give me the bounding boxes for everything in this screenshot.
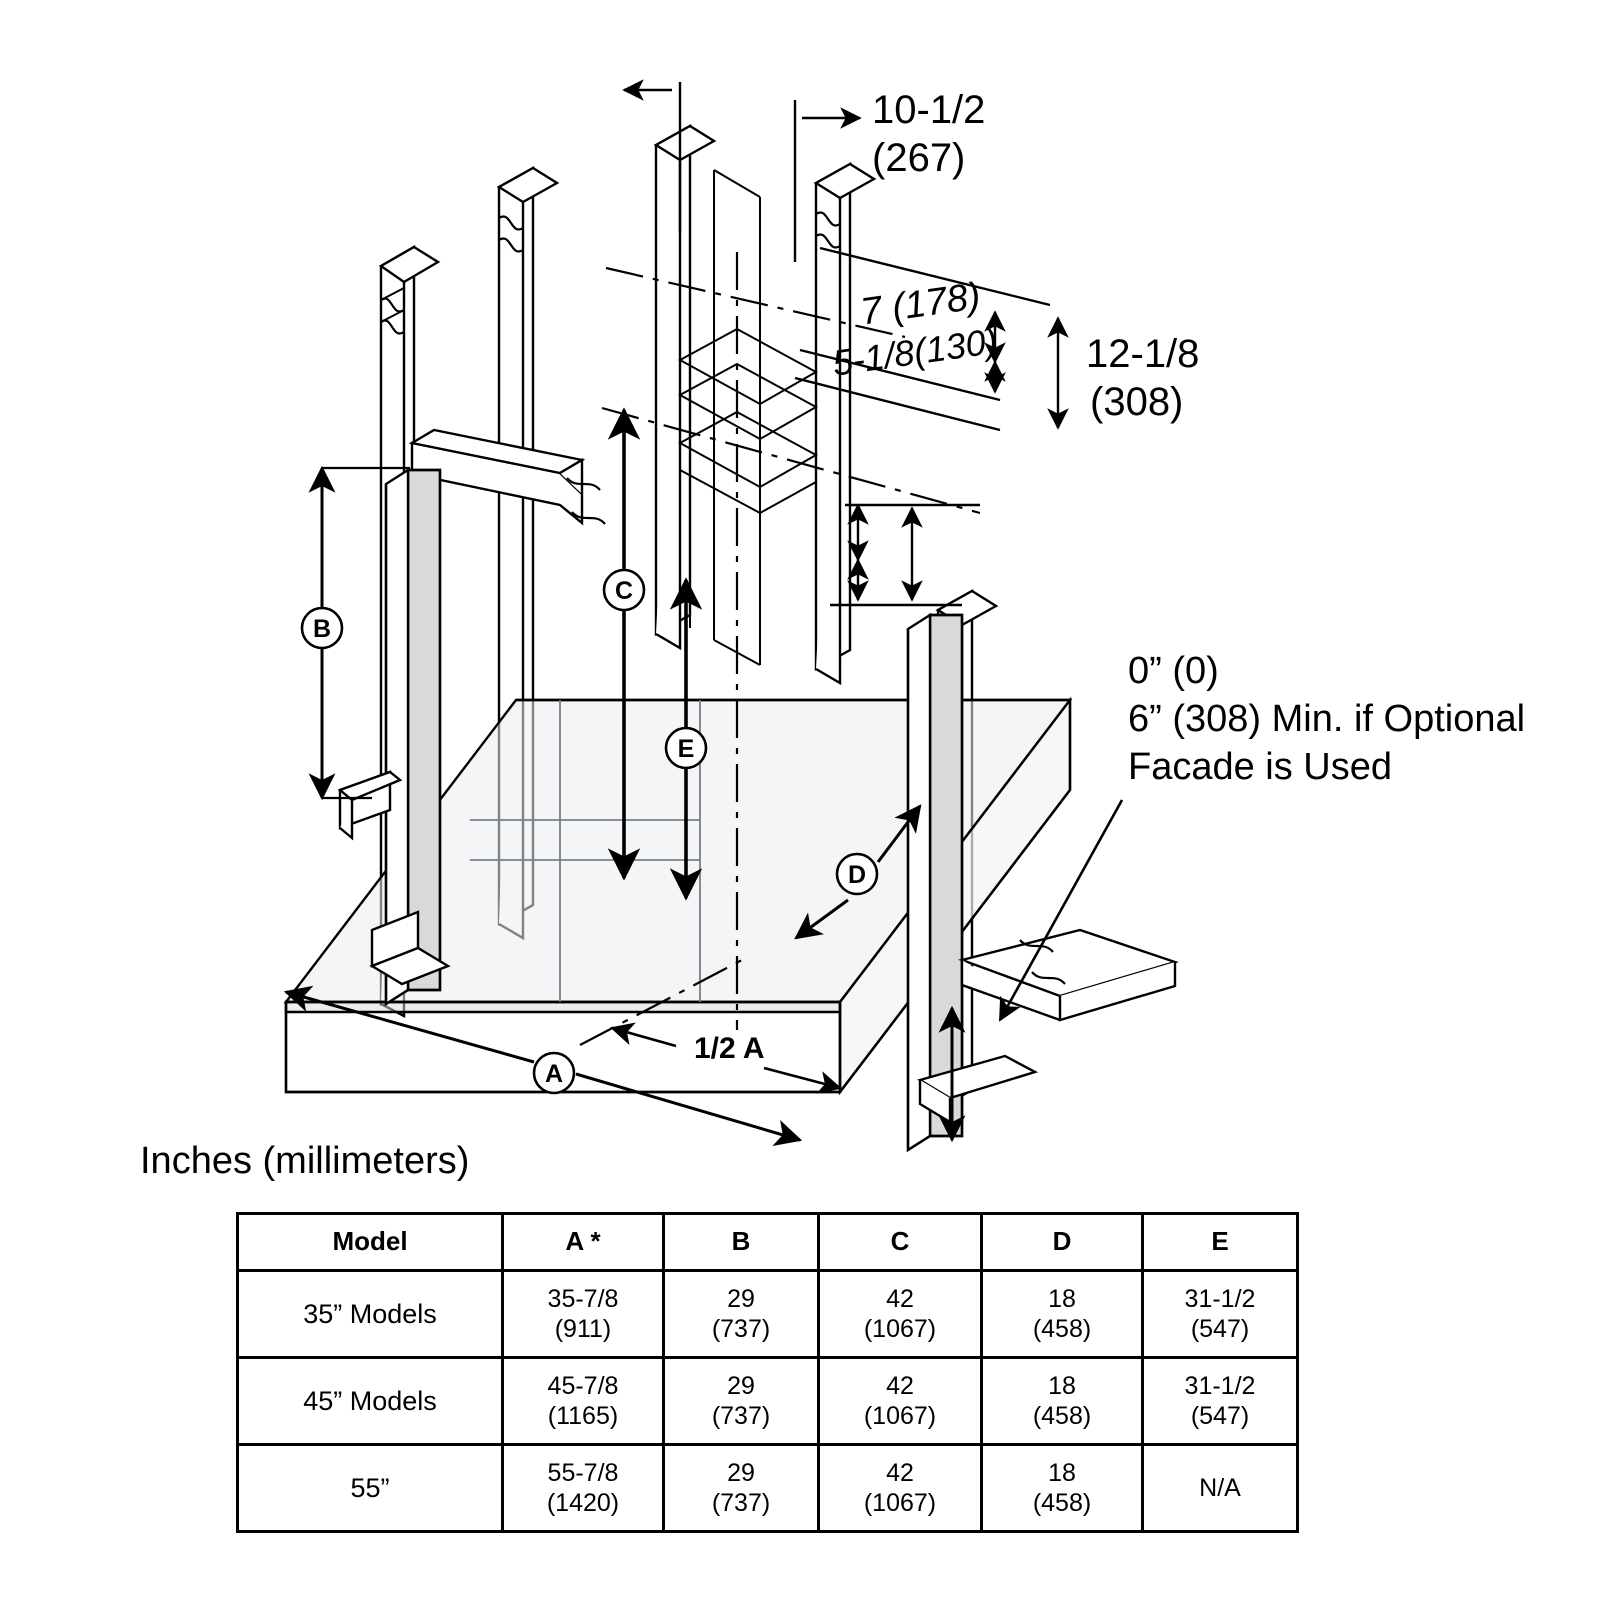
cell-d bbox=[982, 1271, 1143, 1358]
cell-e-inches: N/A bbox=[1199, 1474, 1241, 1502]
cell-c-mm: (1067) bbox=[863, 1489, 937, 1517]
cell-d-mm: (458) bbox=[1032, 1315, 1092, 1343]
cell-model: 35” Models bbox=[238, 1271, 503, 1358]
balloon-label-b: B bbox=[312, 615, 332, 643]
cell-e bbox=[1143, 1358, 1298, 1445]
cell-d-inches: 18 bbox=[1048, 1372, 1076, 1400]
cell-c-mm: (1067) bbox=[863, 1315, 937, 1343]
table-header-a: A * bbox=[503, 1214, 664, 1271]
cell-b-mm: (737) bbox=[711, 1315, 771, 1343]
cell-b-inches: 29 bbox=[727, 1285, 755, 1313]
balloon-label-d: D bbox=[847, 861, 867, 889]
cell-b bbox=[664, 1445, 819, 1532]
clearance-note-line1: 0” (0) bbox=[1128, 650, 1219, 692]
table-header-model: Model bbox=[238, 1214, 503, 1271]
table-header-c: C bbox=[819, 1214, 982, 1271]
cell-d bbox=[982, 1445, 1143, 1532]
cell-a-inches: 55-7/8 bbox=[547, 1459, 619, 1487]
bottom-plate-right bbox=[962, 930, 1175, 1020]
cell-c-inches: 42 bbox=[886, 1459, 914, 1487]
cell-d-mm: (458) bbox=[1032, 1402, 1092, 1430]
dim-top-depth-line2: (267) bbox=[872, 136, 966, 180]
dim-twelve-one-eighth-line1: 12-1/8 bbox=[1086, 332, 1200, 376]
dim-half-a-label: 1/2 A bbox=[694, 1032, 765, 1065]
cell-d-inches: 18 bbox=[1048, 1285, 1076, 1313]
dim-top-depth-line1: 10-1/2 bbox=[872, 88, 986, 132]
cell-e-inches: 31-1/2 bbox=[1184, 1372, 1256, 1400]
cell-b-inches: 29 bbox=[727, 1459, 755, 1487]
dim-seven: 7 (178) bbox=[858, 275, 984, 334]
dim-five-one-eighth: 5-1/8(130) bbox=[829, 319, 1001, 384]
chase-uprights bbox=[656, 126, 874, 683]
cell-c bbox=[819, 1271, 982, 1358]
balloon-label-a: A bbox=[544, 1060, 564, 1088]
balloon-label-e: E bbox=[677, 735, 695, 763]
cell-b bbox=[664, 1358, 819, 1445]
table-header-d: D bbox=[982, 1214, 1143, 1271]
clearance-note-line2: 6” (308) Min. if Optional bbox=[1128, 698, 1526, 740]
cell-e-mm: (547) bbox=[1190, 1315, 1250, 1343]
cell-d-inches: 18 bbox=[1048, 1459, 1076, 1487]
cell-b-mm: (737) bbox=[711, 1489, 771, 1517]
table-header-b: B bbox=[664, 1214, 819, 1271]
dim-small-mid bbox=[830, 505, 980, 605]
cell-e-mm: (547) bbox=[1190, 1402, 1250, 1430]
table-row bbox=[238, 1358, 1298, 1445]
units-caption: Inches (millimeters) bbox=[140, 1140, 470, 1182]
cell-a-mm: (1420) bbox=[546, 1489, 620, 1517]
cell-a-inches: 35-7/8 bbox=[547, 1285, 619, 1313]
cell-c bbox=[819, 1445, 982, 1532]
cell-d bbox=[982, 1358, 1143, 1445]
dim-twelve-one-eighth-line2: (308) bbox=[1090, 380, 1184, 424]
cell-c-inches: 42 bbox=[886, 1285, 914, 1313]
cell-a bbox=[503, 1271, 664, 1358]
cell-e bbox=[1143, 1445, 1298, 1532]
table-row bbox=[238, 1445, 1298, 1532]
clearance-note-line3: Facade is Used bbox=[1128, 746, 1393, 788]
dimension-table bbox=[236, 1212, 1299, 1533]
cell-a bbox=[503, 1445, 664, 1532]
balloon-label-c: C bbox=[614, 577, 634, 605]
cell-a bbox=[503, 1358, 664, 1445]
table-row bbox=[238, 1271, 1298, 1358]
cell-b bbox=[664, 1271, 819, 1358]
cell-model: 55” bbox=[238, 1445, 503, 1532]
cell-c-mm: (1067) bbox=[863, 1402, 937, 1430]
cell-a-mm: (1165) bbox=[547, 1402, 619, 1430]
cell-b-mm: (737) bbox=[711, 1402, 771, 1430]
table-header-row bbox=[238, 1214, 1298, 1271]
cell-c-inches: 42 bbox=[886, 1372, 914, 1400]
cell-e bbox=[1143, 1271, 1298, 1358]
cell-c bbox=[819, 1358, 982, 1445]
table-header-e: E bbox=[1143, 1214, 1298, 1271]
cell-model: 45” Models bbox=[238, 1358, 503, 1445]
cell-a-inches: 45-7/8 bbox=[547, 1372, 619, 1400]
cell-b-inches: 29 bbox=[727, 1372, 755, 1400]
cell-a-mm: (911) bbox=[554, 1315, 612, 1343]
cell-d-mm: (458) bbox=[1032, 1489, 1092, 1517]
cell-e-inches: 31-1/2 bbox=[1184, 1285, 1256, 1313]
